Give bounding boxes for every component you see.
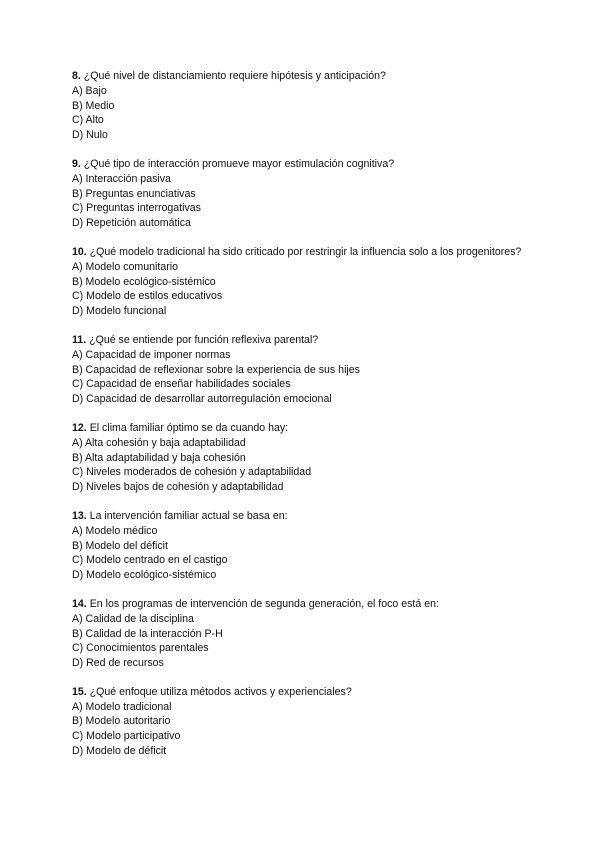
question-prompt: La intervención familiar actual se basa en: xyxy=(89,509,288,522)
option-d: D) Repetición automática xyxy=(72,217,191,230)
question-12 xyxy=(72,421,540,495)
option-b: B) Modelo ecológico-sistémico xyxy=(72,275,216,288)
option-d: D) Modelo ecológico-sistémico xyxy=(72,569,217,582)
option-b: B) Modelo del déficit xyxy=(72,539,168,552)
option-d: D) Niveles bajos de cohesión y adaptabilidad xyxy=(72,481,284,494)
question-number: 12. xyxy=(72,421,87,434)
question-number: 13. xyxy=(72,509,87,522)
option-c: C) Niveles moderados de cohesión y adaptabilidad xyxy=(72,466,312,479)
question-number: 11. xyxy=(72,333,87,346)
question-text xyxy=(72,421,540,436)
option-b: B) Modelo autoritario xyxy=(72,715,171,728)
question-prompt: El clima familiar óptimo se da cuando hay: xyxy=(89,421,289,434)
question-15 xyxy=(72,685,540,759)
option-b: B) Medio xyxy=(72,99,115,112)
option-c: C) Preguntas interrogativas xyxy=(72,202,201,215)
question-number: 9. xyxy=(72,157,81,170)
question-10 xyxy=(72,245,540,319)
option-d: D) Modelo de déficit xyxy=(72,745,167,758)
question-number: 10. xyxy=(72,245,87,258)
question-prompt: ¿Qué nivel de distanciamiento requiere hipótesis y anticipación? xyxy=(83,70,386,82)
option-a: A) Alta cohesión y baja adaptabilidad xyxy=(72,436,246,449)
question-prompt: ¿Qué tipo de interacción promueve mayor estimulación cognitiva? xyxy=(83,157,395,170)
question-text xyxy=(72,597,540,612)
option-b: B) Alta adaptabilidad y baja cohesión xyxy=(72,451,246,464)
option-a: A) Capacidad de imponer normas xyxy=(72,348,231,361)
question-11 xyxy=(72,333,540,407)
option-list xyxy=(72,84,540,143)
option-c: C) Capacidad de enseñar habilidades sociales xyxy=(72,378,291,391)
question-prompt: ¿Qué se entiende por función reflexiva parental? xyxy=(89,333,319,346)
option-b: B) Calidad de la interacción P-H xyxy=(72,627,223,640)
question-13 xyxy=(72,509,540,583)
question-text xyxy=(72,157,540,172)
option-list xyxy=(72,612,540,671)
question-text xyxy=(72,69,540,84)
question-9 xyxy=(72,157,540,231)
option-d: D) Modelo funcional xyxy=(72,305,167,318)
question-8 xyxy=(72,69,540,143)
option-list xyxy=(72,436,540,495)
option-b: B) Capacidad de reflexionar sobre la experiencia de sus hijes xyxy=(72,363,360,376)
option-a: A) Calidad de la disciplina xyxy=(72,612,194,625)
question-text xyxy=(72,685,540,700)
option-list xyxy=(72,700,540,759)
option-c: C) Conocimientos parentales xyxy=(72,642,209,655)
option-c: C) Alto xyxy=(72,114,104,127)
option-d: D) Red de recursos xyxy=(72,657,164,670)
option-a: A) Modelo comunitario xyxy=(72,260,178,273)
question-number: 8. xyxy=(72,70,81,82)
option-d: D) Capacidad de desarrollar autorregulación emocional xyxy=(72,393,332,406)
question-number: 15. xyxy=(72,685,87,698)
option-d: D) Nulo xyxy=(72,129,108,142)
option-a: A) Bajo xyxy=(72,84,107,97)
question-text xyxy=(72,245,540,260)
option-c: C) Modelo centrado en el castigo xyxy=(72,554,228,567)
question-14 xyxy=(72,597,540,671)
question-text xyxy=(72,333,540,348)
option-a: A) Modelo médico xyxy=(72,524,158,537)
option-b: B) Preguntas enunciativas xyxy=(72,187,196,200)
option-a: A) Interacción pasiva xyxy=(72,172,171,185)
question-prompt: ¿Qué modelo tradicional ha sido criticado por restringir la influencia solo a los progenitores? xyxy=(89,245,522,258)
option-c: C) Modelo de estilos educativos xyxy=(72,290,223,303)
option-list xyxy=(72,524,540,583)
option-a: A) Modelo tradicional xyxy=(72,700,172,713)
question-prompt: ¿Qué enfoque utiliza métodos activos y experienciales? xyxy=(89,685,352,698)
option-list xyxy=(72,260,540,319)
question-prompt: En los programas de intervención de segunda generación, el foco está en: xyxy=(89,597,439,610)
option-list xyxy=(72,172,540,231)
question-text xyxy=(72,509,540,524)
option-list xyxy=(72,348,540,407)
question-number: 14. xyxy=(72,597,87,610)
option-c: C) Modelo participativo xyxy=(72,730,181,743)
